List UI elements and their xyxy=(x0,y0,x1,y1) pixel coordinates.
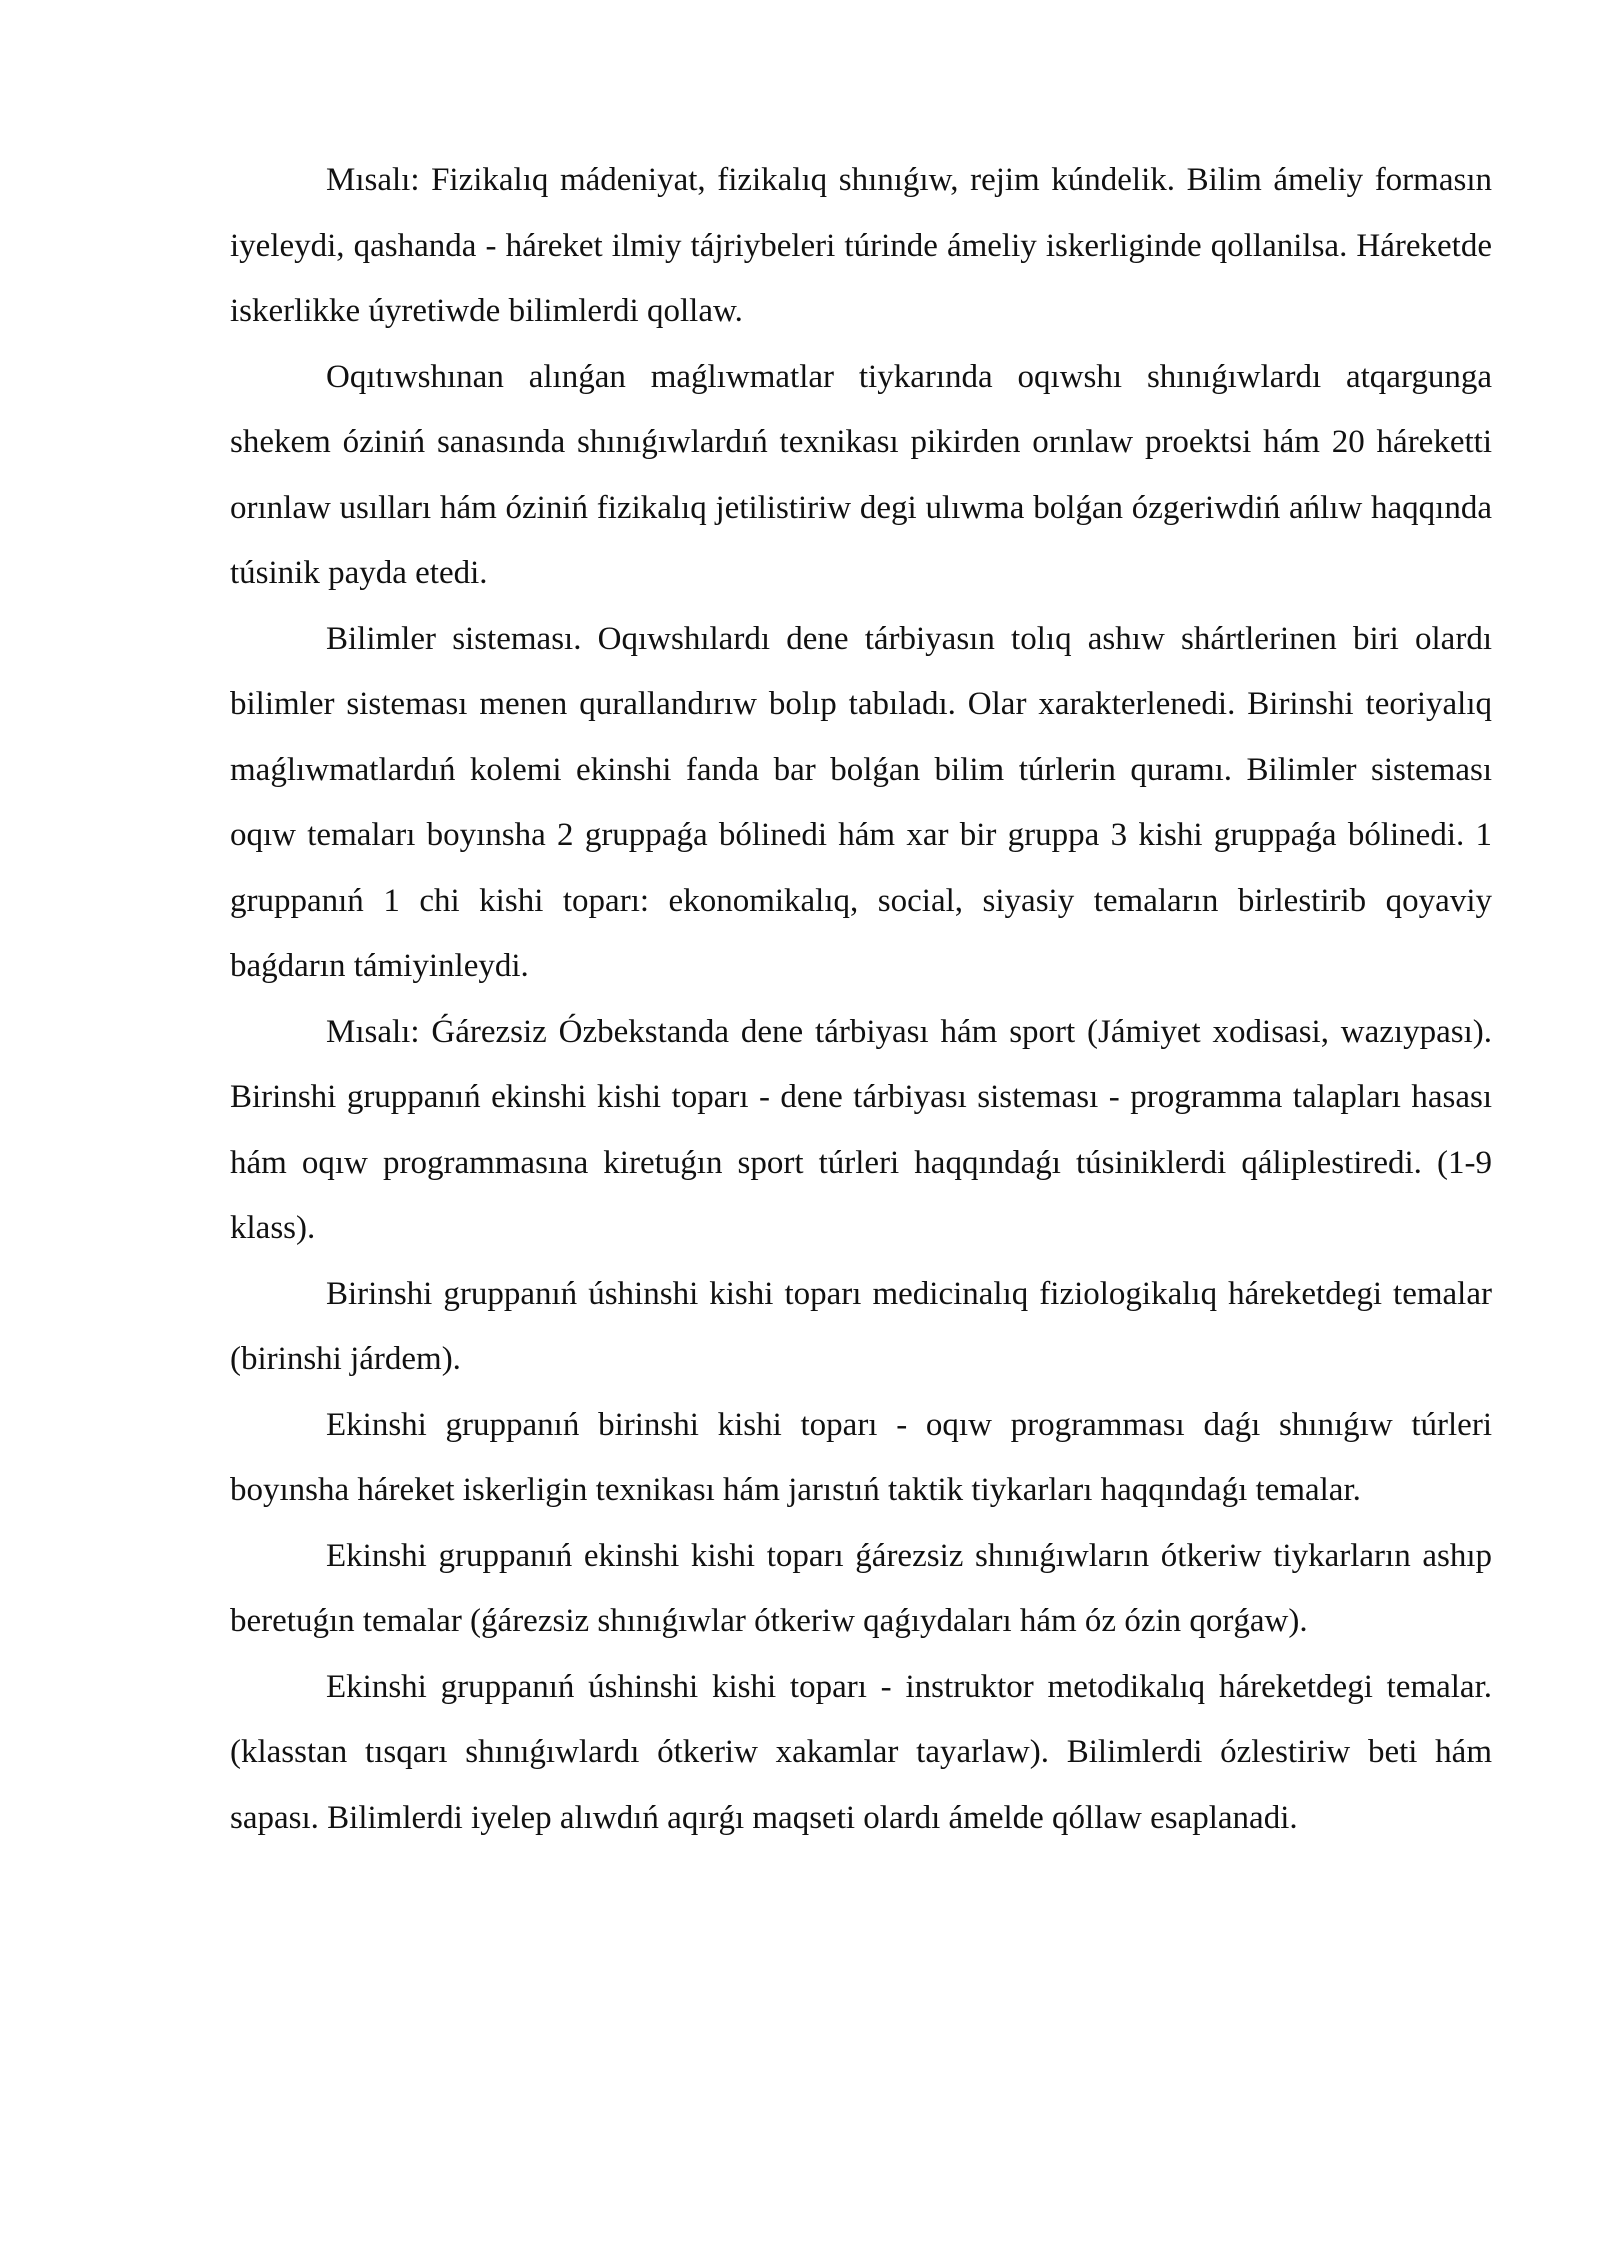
paragraph-second-group-second-subgroup: Ekinshi gruppanıń ekinshi kishi toparı ǵárezsiz shınıǵıwların ótkeriw tiykarların ashıp beretuǵın temalar (ǵárezsiz shınıǵıwlar ótkeriw qaǵıydaları hám óz ózin qorǵaw). xyxy=(230,1537,1492,1639)
paragraph-teacher-information: Oqıtıwshınan alınǵan maǵlıwmatlar tiykarında oqıwshı shınıǵıwlardı atqargunga shekem óziniń sanasında shınıǵıwlardıń texnikası pikirden orınlaw proektsi hám 20 háreketti orınlaw usılları hám óziniń fizikalıq jetilistiriw degi ulıwma bolǵan ózgeriwdiń ańlıw haqqında túsinik payda etedi. xyxy=(230,358,1492,591)
paragraph-first-group-third-subgroup: Birinshi gruppanıń úshinshi kishi toparı medicinalıq fiziologikalıq háreketdegi temalar (birinshi járdem). xyxy=(230,1275,1492,1377)
paragraph-example-physical-culture: Mısalı: Fizikalıq mádeniyat, fizikalıq shınıǵıw, rejim kúndelik. Bilim ámeliy formasın iyeleydi, qashanda - háreket ilmiy tájriybeleri túrinde ámeliy iskerliginde qollanilsa. Háreketde iskerlikke úyretiwde bilimlerdi qollaw. xyxy=(230,162,1492,329)
paragraph-example-independent-uzbekistan: Mısalı: Ǵárezsiz Ózbekstanda dene tárbiyası hám sport (Jámiyet xodisasi, wazıypası). Birinshi gruppanıń ekinshi kishi toparı - dene tárbiyası sisteması - programma talapları hasası hám oqıw programmasına kiretuǵın sport túrleri haqqındaǵı túsiniklerdi qáliplestiredi. (1-9 klass). xyxy=(230,1013,1492,1246)
paragraph-second-group-third-subgroup: Ekinshi gruppanıń úshinshi kishi toparı - instruktor metodikalıq háreketdegi temalar. (klasstan tısqarı shınıǵıwlardı ótkeriw xakamlar tayarlaw). Bilimlerdi ózlestiriw beti hám sapası. Bilimlerdi iyelep alıwdıń aqırǵı maqseti olardı ámelde qóllaw esaplanadi. xyxy=(230,1668,1492,1836)
paragraph-second-group-first-subgroup: Ekinshi gruppanıń birinshi kishi toparı - oqıw programması daǵı shınıǵıw túrleri boyınsha háreket iskerligin texnikası hám jarıstıń taktik tiykarları haqqındaǵı temalar. xyxy=(230,1406,1492,1508)
document-page xyxy=(230,148,1492,1851)
paragraph-knowledge-system: Bilimler sisteması. Oqıwshılardı dene tárbiyasın tolıq ashıw shártlerinen biri olardı bilimler sisteması menen qurallandırıw bolıp tabıladı. Olar xarakterlenedi. Birinshi teoriyalıq maǵlıwmatlardıń kolemi ekinshi fanda bar bolǵan bilim túrlerin quramı. Bilimler sisteması oqıw temaları boyınsha 2 gruppaǵa bólinedi hám xar bir gruppa 3 kishi gruppaǵa bólinedi. 1 gruppanıń 1 chi kishi toparı: ekonomikalıq, social, siyasiy temaların birlestirib qoyaviy baǵdarın támiyinleydi. xyxy=(230,620,1492,984)
